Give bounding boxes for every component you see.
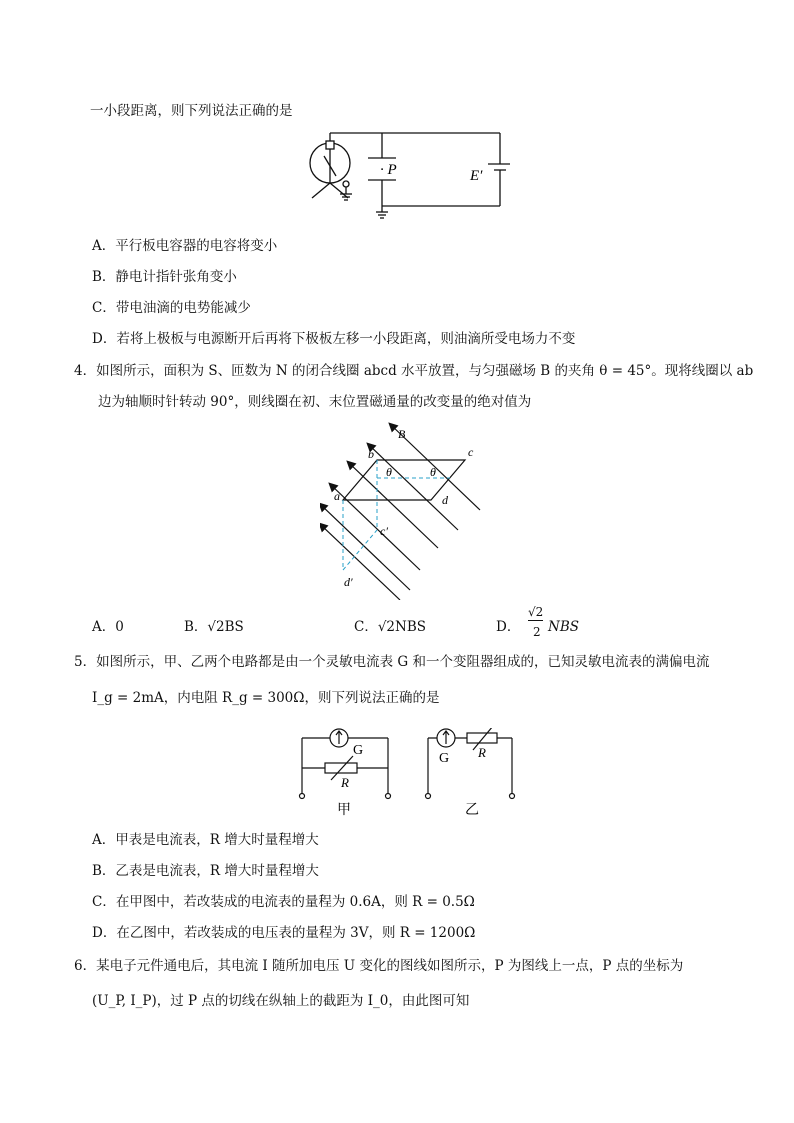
q5-option-c: C．在甲图中，若改装成的电流表的量程为 0.6A，则 R = 0.5Ω bbox=[92, 894, 475, 910]
q4-stem-line2: 边为轴顺时针转动 90°，则线圈在初、末位置磁通量的改变量的绝对值为 bbox=[98, 394, 532, 410]
q4-vertex-d: d bbox=[442, 493, 448, 507]
q6-stem-line1: 6．某电子元件通电后，其电流 I 随所加电压 U 变化的图线如图所示，P 为图线上一点，P 点的坐标为 bbox=[74, 958, 684, 974]
q5-jia-caption: 甲 bbox=[337, 803, 351, 818]
q4-field-label-b: B bbox=[398, 427, 406, 441]
q4-option-d-denominator: 2 bbox=[533, 625, 541, 639]
q3-intro: 一小段距离，则下列说法正确的是 bbox=[90, 103, 293, 119]
q5-option-a: A．甲表是电流表，R 增大时量程增大 bbox=[92, 832, 319, 848]
q5-stem-line1: 5．如图所示，甲、乙两个电路都是由一个灵敏电流表 G 和一个变阻器组成的，已知灵敏电流表的满偏电流 bbox=[74, 654, 710, 670]
q4-option-a: A．0 bbox=[92, 619, 124, 635]
q5-option-d: D．在乙图中，若改装成的电压表的量程为 3V，则 R = 1200Ω bbox=[92, 925, 476, 941]
q4-option-b: B．√2BS bbox=[184, 619, 244, 635]
q4-option-d-tail: NBS bbox=[548, 619, 579, 635]
q5-stem-line2: I_g = 2mA，内电阻 R_g = 300Ω，则下列说法正确的是 bbox=[92, 690, 440, 706]
q3-option-a: A．平行板电容器的电容将变小 bbox=[92, 238, 278, 254]
q3-option-b: B．静电计指针张角变小 bbox=[92, 269, 237, 285]
q5-yi-galvanometer-label: G bbox=[439, 751, 450, 766]
q4-angle-theta-1: θ bbox=[386, 465, 392, 479]
q4-angle-theta-2: θ bbox=[430, 465, 436, 479]
q4-stem-line1: 4．如图所示，面积为 S、匝数为 N 的闭合线圈 abcd 水平放置，与匀强磁场 B 的夹角 θ = 45°。现将线圈以 ab bbox=[74, 363, 754, 379]
q4-option-d: D． bbox=[496, 619, 521, 635]
q5-option-b: B．乙表是电流表，R 增大时量程增大 bbox=[92, 863, 319, 879]
q6-stem-line2: (U_P, I_P)，过 P 点的切线在纵轴上的截距为 I_0，由此图可知 bbox=[92, 993, 470, 1009]
q3-option-d: D．若将上极板与电源断开后再将下极板左移一小段距离，则油滴所受电场力不变 bbox=[92, 331, 576, 347]
q5-yi-caption: 乙 bbox=[465, 803, 479, 818]
q5-yi-resistor-label: R bbox=[478, 745, 486, 760]
q3-circuit-figure bbox=[300, 128, 510, 223]
q4-vertex-b: b bbox=[368, 447, 374, 461]
q4-vertex-d-prime: d′ bbox=[344, 575, 353, 589]
q4-vertex-a: a bbox=[334, 489, 340, 503]
q4-option-d-numerator: √2 bbox=[528, 605, 544, 619]
q4-coil-figure bbox=[320, 420, 490, 600]
q5-circuit-figure bbox=[295, 728, 525, 818]
q4-option-c: C．√2NBS bbox=[354, 619, 427, 635]
q5-jia-galvanometer-label: G bbox=[353, 743, 364, 758]
q3-emf-label: E′ bbox=[470, 168, 483, 184]
q5-jia-resistor-label: R bbox=[341, 775, 349, 790]
q3-option-c: C．带电油滴的电势能减少 bbox=[92, 300, 251, 316]
q4-vertex-c: c bbox=[468, 445, 474, 459]
q4-vertex-c-prime: c′ bbox=[380, 524, 388, 538]
q3-point-p-label: · P bbox=[380, 162, 397, 178]
